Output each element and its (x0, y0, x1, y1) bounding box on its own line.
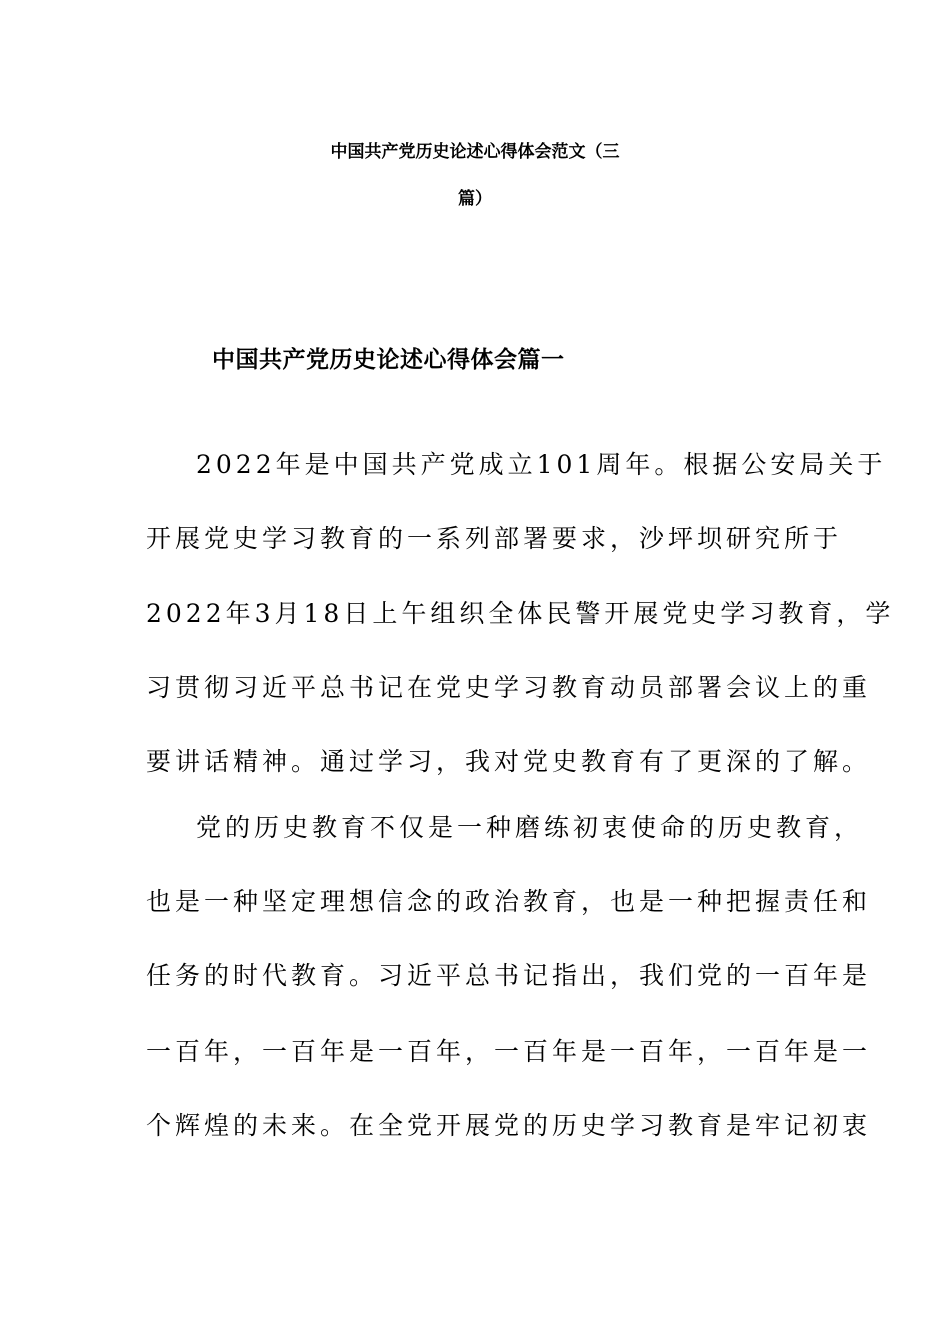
document-title-line-2: 篇） (458, 189, 492, 209)
paragraph-2-line-4: 一百年，一百年是一百年，一百年是一百年，一百年是一 (146, 1037, 872, 1066)
paragraph-1-line-5: 要讲话精神。通过学习，我对党史教育有了更深的了解。 (146, 747, 872, 776)
paragraph-1-line-2: 开展党史学习教育的一系列部署要求，沙坪坝研究所于 (146, 524, 843, 553)
paragraph-2-line-3: 任务的时代教育。习近平总书记指出，我们党的一百年是 (146, 961, 872, 990)
paragraph-2-line-5: 个辉煌的未来。在全党开展党的历史学习教育是牢记初衷 (146, 1111, 872, 1140)
paragraph-1-line-4: 习贯彻习近平总书记在党史学习教育动员部署会议上的重 (146, 673, 872, 702)
paragraph-2-line-2: 也是一种坚定理想信念的政治教育，也是一种把握责任和 (146, 887, 872, 916)
document-title-line-1: 中国共产党历史论述心得体会范文（三 (330, 142, 620, 162)
paragraph-2-line-1: 党的历史教育不仅是一种磨练初衷使命的历史教育， (196, 813, 864, 842)
paragraph-1-line-1: 2022年是中国共产党成立101周年。根据公安局关于 (196, 450, 887, 479)
section-heading: 中国共产党历史论述心得体会篇一 (212, 347, 565, 373)
paragraph-1-line-3: 2022年3月18日上午组织全体民警开展党史学习教育，学 (146, 599, 895, 628)
